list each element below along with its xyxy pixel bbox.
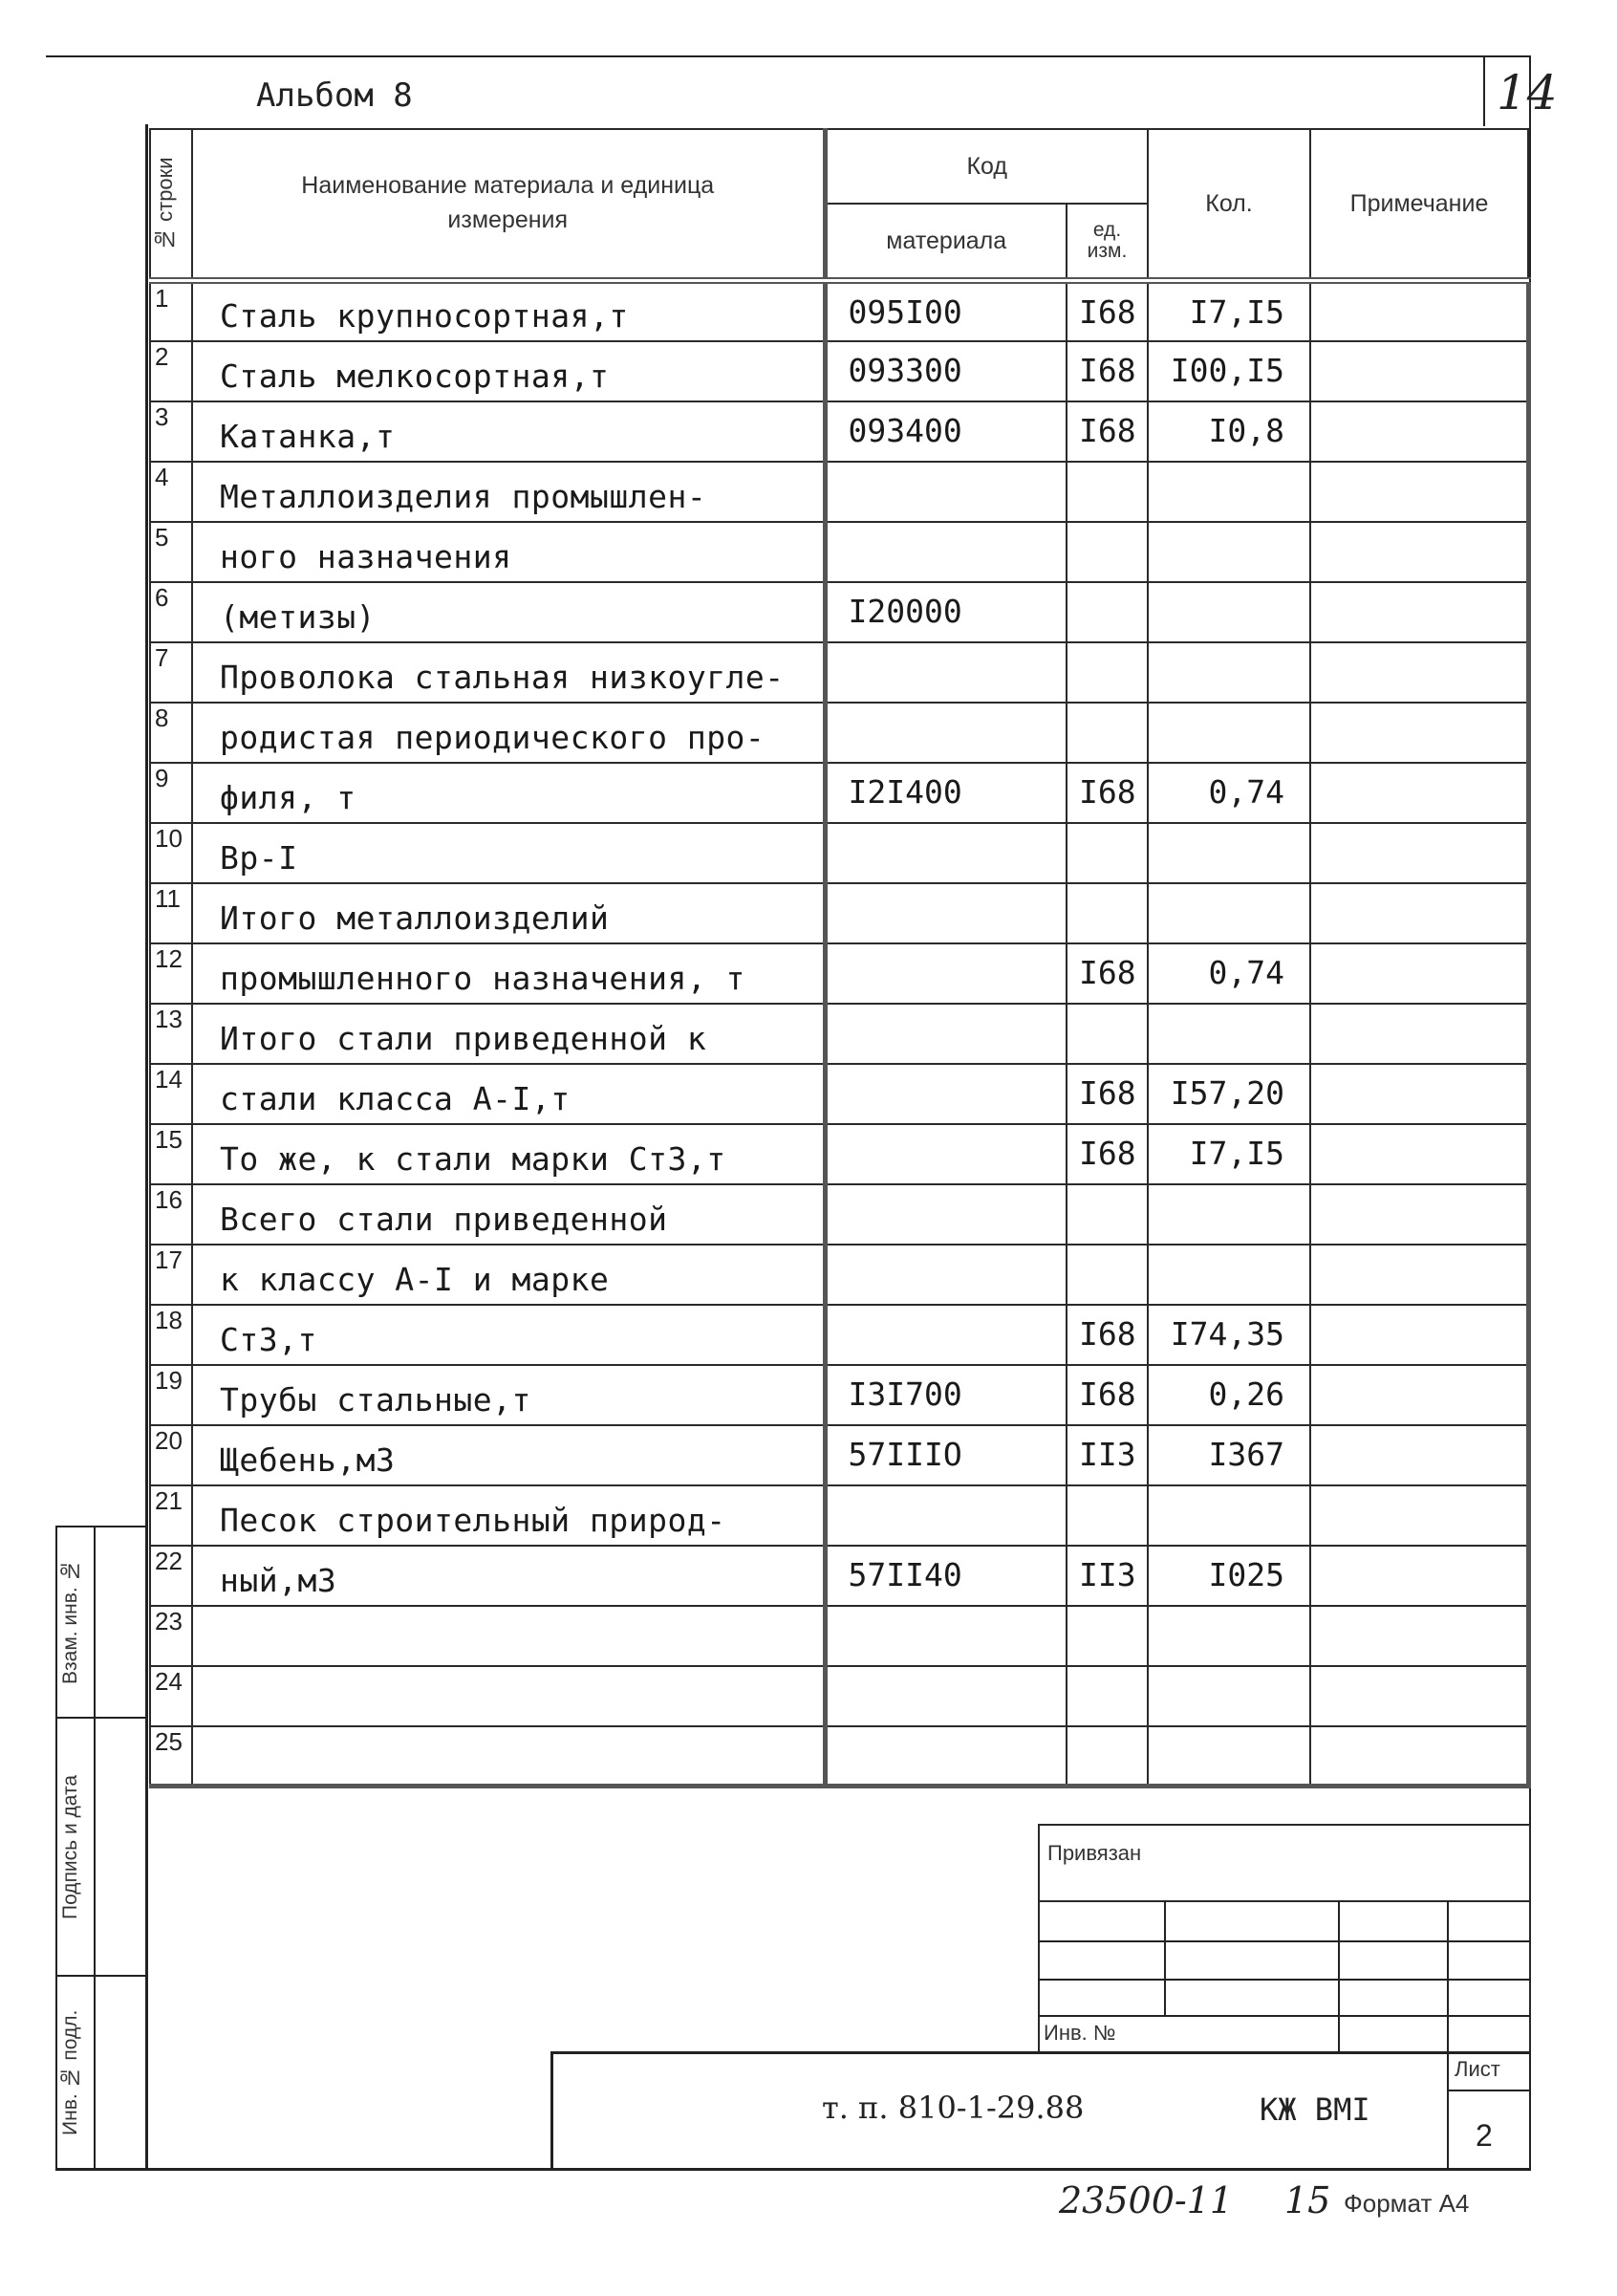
row-note	[1310, 281, 1528, 341]
materials-table	[149, 128, 1531, 1788]
row-note	[1310, 1245, 1528, 1305]
row-material-code: I20000	[825, 582, 1067, 642]
row-unit-code	[1067, 883, 1148, 943]
row-number: 16	[150, 1184, 192, 1245]
table-row	[150, 1666, 1528, 1726]
row-unit-code	[1067, 1485, 1148, 1546]
row-material-code	[825, 1184, 1067, 1245]
row-material-code	[825, 1064, 1067, 1124]
table-row	[150, 763, 1528, 823]
row-note	[1310, 823, 1528, 883]
row-material-name: ного назначения	[192, 522, 825, 582]
sheet-number: 2	[1476, 2118, 1493, 2153]
row-quantity: 0,74	[1148, 763, 1310, 823]
row-quantity	[1148, 1485, 1310, 1546]
row-quantity	[1148, 1245, 1310, 1305]
stamp-grid-row3	[1038, 2015, 1531, 2017]
row-quantity	[1148, 1184, 1310, 1245]
row-note	[1310, 1546, 1528, 1606]
row-quantity: 0,26	[1148, 1365, 1310, 1425]
row-quantity	[1148, 1726, 1310, 1787]
row-number: 7	[150, 642, 192, 703]
table-row	[150, 1425, 1528, 1485]
table-row	[150, 703, 1528, 763]
row-unit-code	[1067, 1666, 1148, 1726]
doc-block-left-line	[550, 2051, 553, 2170]
table-row	[150, 582, 1528, 642]
row-number: 19	[150, 1365, 192, 1425]
row-material-code	[825, 1606, 1067, 1666]
row-note	[1310, 1726, 1528, 1787]
side-strip-div2	[55, 1975, 147, 1977]
stamp-grid-col1	[1164, 1900, 1166, 2015]
row-quantity: I0,8	[1148, 401, 1310, 462]
table-row	[150, 462, 1528, 522]
doc-block-top-line	[550, 2051, 1531, 2054]
row-note	[1310, 1485, 1528, 1546]
side-strip-inner-line	[94, 1526, 96, 2170]
row-note	[1310, 642, 1528, 703]
row-material-code: 095I00	[825, 281, 1067, 341]
row-unit-code: II3	[1067, 1546, 1148, 1606]
row-material-code	[825, 1726, 1067, 1787]
row-note	[1310, 582, 1528, 642]
row-quantity	[1148, 1666, 1310, 1726]
row-number: 14	[150, 1064, 192, 1124]
row-material-name: ный,м3	[192, 1546, 825, 1606]
row-material-code: 57IIIO	[825, 1425, 1067, 1485]
row-quantity	[1148, 883, 1310, 943]
table-row	[150, 943, 1528, 1004]
row-material-name	[192, 1606, 825, 1666]
row-number: 11	[150, 883, 192, 943]
row-unit-code: I68	[1067, 763, 1148, 823]
row-number: 25	[150, 1726, 192, 1787]
table-row	[150, 401, 1528, 462]
table-row	[150, 1726, 1528, 1787]
row-unit-code	[1067, 582, 1148, 642]
frame-left-line	[145, 124, 148, 2170]
row-material-name: Катанка,т	[192, 401, 825, 462]
row-unit-code: I68	[1067, 401, 1148, 462]
row-unit-code: I68	[1067, 943, 1148, 1004]
row-material-name: Щебень,м3	[192, 1425, 825, 1485]
row-number: 2	[150, 341, 192, 401]
row-quantity	[1148, 823, 1310, 883]
row-number: 9	[150, 763, 192, 823]
row-note	[1310, 1064, 1528, 1124]
row-material-name: Вр-I	[192, 823, 825, 883]
sheet-label: Лист	[1455, 2057, 1500, 2081]
table-row	[150, 1546, 1528, 1606]
row-material-name: Сталь мелкосортная,т	[192, 341, 825, 401]
row-note	[1310, 1606, 1528, 1666]
row-material-name: Металлоизделия промышлен-	[192, 462, 825, 522]
row-material-code	[825, 1666, 1067, 1726]
row-material-code	[825, 1485, 1067, 1546]
row-unit-code: I68	[1067, 1305, 1148, 1365]
row-material-code: 093300	[825, 341, 1067, 401]
row-unit-code	[1067, 642, 1148, 703]
row-note	[1310, 1666, 1528, 1726]
side-label-inv-podl: Инв. № подл.	[59, 2009, 81, 2135]
stamp-inv-no-label: Инв. №	[1044, 2021, 1116, 2045]
row-unit-code	[1067, 462, 1148, 522]
row-unit-code	[1067, 522, 1148, 582]
row-quantity: I7,I5	[1148, 281, 1310, 341]
table-row	[150, 823, 1528, 883]
row-number: 15	[150, 1124, 192, 1184]
row-material-name	[192, 1666, 825, 1726]
doc-block-sheet-divider	[1447, 2090, 1531, 2091]
row-material-name: Итого металлоизделий	[192, 883, 825, 943]
table-row	[150, 522, 1528, 582]
stamp-grid-col3	[1447, 1900, 1449, 2053]
row-material-name: Итого стали приведенной к	[192, 1004, 825, 1064]
row-material-code	[825, 1004, 1067, 1064]
header-material-name: Наименование материала и единица измерения	[192, 129, 825, 281]
row-quantity	[1148, 1004, 1310, 1064]
row-material-name: (метизы)	[192, 582, 825, 642]
album-label: Альбом 8	[256, 76, 413, 115]
page-number-handwritten: 14	[1497, 65, 1558, 120]
row-note	[1310, 703, 1528, 763]
row-note	[1310, 462, 1528, 522]
row-number: 3	[150, 401, 192, 462]
row-unit-code	[1067, 1184, 1148, 1245]
row-material-name: То же, к стали марки Ст3,т	[192, 1124, 825, 1184]
row-note	[1310, 522, 1528, 582]
row-material-code	[825, 462, 1067, 522]
row-number: 18	[150, 1305, 192, 1365]
row-number: 12	[150, 943, 192, 1004]
row-material-code: I3I700	[825, 1365, 1067, 1425]
row-quantity	[1148, 1606, 1310, 1666]
row-note	[1310, 943, 1528, 1004]
row-unit-code: I68	[1067, 281, 1148, 341]
row-material-name: промышленного назначения, т	[192, 943, 825, 1004]
row-unit-code	[1067, 1245, 1148, 1305]
row-quantity: I7,I5	[1148, 1124, 1310, 1184]
row-quantity: I74,35	[1148, 1305, 1310, 1365]
row-number: 10	[150, 823, 192, 883]
row-material-name: Трубы стальные,т	[192, 1365, 825, 1425]
page-no-box-line	[1483, 55, 1485, 126]
row-quantity	[1148, 462, 1310, 522]
row-note	[1310, 1365, 1528, 1425]
row-unit-code: I68	[1067, 1124, 1148, 1184]
footer-format: Формат А4	[1344, 2189, 1470, 2218]
row-quantity: 0,74	[1148, 943, 1310, 1004]
table-row	[150, 642, 1528, 703]
header-code: Код	[825, 129, 1148, 204]
row-note	[1310, 1425, 1528, 1485]
row-material-code	[825, 1124, 1067, 1184]
row-material-name: к классу А-I и марке	[192, 1245, 825, 1305]
row-number: 20	[150, 1425, 192, 1485]
stamp-privyazan-label: Привязан	[1047, 1841, 1142, 1865]
table-row	[150, 1485, 1528, 1546]
row-material-code	[825, 642, 1067, 703]
frame-bottom-line	[55, 2168, 1531, 2171]
row-number: 13	[150, 1004, 192, 1064]
header-note: Примечание	[1310, 129, 1528, 281]
table-row	[150, 281, 1528, 341]
table-row	[150, 1606, 1528, 1666]
row-quantity: I00,I5	[1148, 341, 1310, 401]
header-material-code: материала	[825, 204, 1067, 281]
side-strip-top-line	[55, 1526, 147, 1527]
row-unit-code: II3	[1067, 1425, 1148, 1485]
row-material-name: стали класса А-I,т	[192, 1064, 825, 1124]
table-row	[150, 883, 1528, 943]
row-material-code	[825, 883, 1067, 943]
row-note	[1310, 1305, 1528, 1365]
table-row	[150, 1064, 1528, 1124]
row-unit-code: I68	[1067, 1365, 1148, 1425]
row-material-code: 57II40	[825, 1546, 1067, 1606]
row-unit-code	[1067, 703, 1148, 763]
row-note	[1310, 1004, 1528, 1064]
row-unit-code: I68	[1067, 341, 1148, 401]
row-material-name: Песок строительный природ-	[192, 1485, 825, 1546]
table-row	[150, 1184, 1528, 1245]
row-unit-code	[1067, 1606, 1148, 1666]
row-number: 24	[150, 1666, 192, 1726]
row-quantity	[1148, 642, 1310, 703]
doc-mark: КЖ ВМI	[1260, 2091, 1370, 2128]
row-number: 1	[150, 281, 192, 341]
doc-code: т. п. 810-1-29.88	[822, 2090, 1085, 2126]
row-material-code: I2I400	[825, 763, 1067, 823]
row-unit-code	[1067, 1004, 1148, 1064]
row-note	[1310, 883, 1528, 943]
top-border-line	[46, 55, 1529, 57]
side-label-vzam: Взам. инв. №	[59, 1559, 81, 1685]
row-number: 21	[150, 1485, 192, 1546]
row-unit-code: I68	[1067, 1064, 1148, 1124]
row-material-code	[825, 943, 1067, 1004]
row-material-code	[825, 823, 1067, 883]
row-material-code	[825, 1305, 1067, 1365]
stamp-grid-row2	[1038, 1979, 1531, 1981]
row-number: 23	[150, 1606, 192, 1666]
row-note	[1310, 1124, 1528, 1184]
row-material-name: Сталь крупносортная,т	[192, 281, 825, 341]
table-row	[150, 341, 1528, 401]
stamp-grid-row1	[1038, 1940, 1531, 1942]
row-material-code	[825, 522, 1067, 582]
row-quantity: I57,20	[1148, 1064, 1310, 1124]
doc-block-sheet-line	[1447, 2051, 1449, 2170]
row-unit-code	[1067, 1726, 1148, 1787]
stamp-grid-col2	[1338, 1900, 1340, 2053]
side-strip-div1	[55, 1717, 147, 1719]
row-quantity	[1148, 703, 1310, 763]
table-row	[150, 1365, 1528, 1425]
header-row-number: № строки	[150, 129, 192, 281]
row-material-code	[825, 1245, 1067, 1305]
row-quantity	[1148, 582, 1310, 642]
row-note	[1310, 401, 1528, 462]
row-number: 5	[150, 522, 192, 582]
row-material-code: 093400	[825, 401, 1067, 462]
side-label-podpis: Подпись и дата	[59, 1774, 81, 1919]
row-material-name	[192, 1726, 825, 1787]
row-material-name: Проволока стальная низкоугле-	[192, 642, 825, 703]
row-number: 8	[150, 703, 192, 763]
row-number: 22	[150, 1546, 192, 1606]
row-number: 6	[150, 582, 192, 642]
side-strip-left-line	[55, 1526, 57, 2170]
row-number: 4	[150, 462, 192, 522]
row-material-name: Ст3,т	[192, 1305, 825, 1365]
header-unit: ед. изм.	[1067, 204, 1148, 281]
row-material-name: филя, т	[192, 763, 825, 823]
row-quantity	[1148, 522, 1310, 582]
table-row	[150, 1004, 1528, 1064]
footer-handwritten-page: 15	[1284, 2179, 1331, 2221]
footer-handwritten-number: 23500-11	[1059, 2179, 1234, 2221]
row-material-name: Всего стали приведенной	[192, 1184, 825, 1245]
row-material-name: родистая периодического про-	[192, 703, 825, 763]
row-quantity: I367	[1148, 1425, 1310, 1485]
table-row	[150, 1245, 1528, 1305]
row-unit-code	[1067, 823, 1148, 883]
row-quantity: I025	[1148, 1546, 1310, 1606]
table-row	[150, 1305, 1528, 1365]
row-note	[1310, 1184, 1528, 1245]
row-material-code	[825, 703, 1067, 763]
row-note	[1310, 341, 1528, 401]
header-quantity: Кол.	[1148, 129, 1310, 281]
table-row	[150, 1124, 1528, 1184]
row-number: 17	[150, 1245, 192, 1305]
row-note	[1310, 763, 1528, 823]
